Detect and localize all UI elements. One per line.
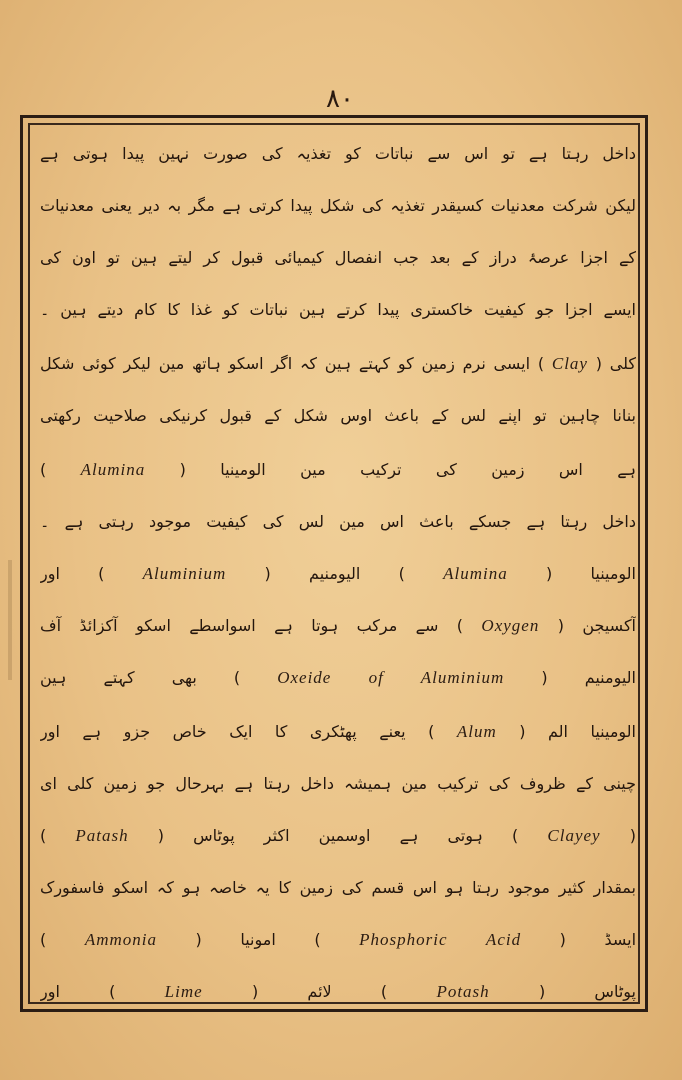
text-line-5: کلی ( Clay ) ایسی نرم زمین کو کہتے ہین کہ اگر اسکو ہاتھ مین لیکر کوئی شکل (40, 354, 636, 373)
text-line-7: ہے اس زمین کی ترکیب مین الومینیا ( Alumina ) (40, 460, 636, 479)
text-line-11: الیومنیم ( Oxeide of Aluminium ) بھی کہتے ہین (40, 668, 636, 687)
english-term: Patash (75, 826, 129, 845)
english-term: Clayey (547, 826, 601, 845)
text-line-9: الومینیا ( Alumina ) الیومنیم ( Aluminium ) اور (40, 564, 636, 583)
text-line-15: بمقدار کثیر موجود رہتا ہو اس قسم کی زمین کا یہ خاصہ ہو کہ اسکو فاسفورک (40, 878, 636, 897)
english-term: Lime (164, 982, 203, 1001)
english-term: Aluminium (142, 564, 227, 583)
english-term: Potash (436, 982, 490, 1001)
english-term: Alum (456, 722, 497, 741)
text-line-1: داخل رہتا ہے تو اس سے نباتات کو تغذیہ کی صورت نہین پیدا ہوتی ہے (40, 144, 636, 163)
english-term: Clay (551, 354, 588, 373)
text-line-3: کے اجزا عرصۂ دراز کے بعد جب انفصال کیمیائی قبول کر لیتے ہین تو اون کی (40, 248, 636, 267)
text-line-8: داخل رہتا ہے جسکے باعث اس مین لس کی کیفیت موجود رہتی ہے ۔ (40, 512, 636, 531)
english-term: Phosphoric Acid (359, 930, 522, 949)
text-line-12: الومینیا الم ( Alum ) یعنے پھٹکری کا ایک خاص جزو ہے اور (40, 722, 636, 741)
text-line-6: بنانا چاہین تو اپنے لس کے باعث اوس شکل کے قبول کرنیکی صلاحیت رکھتی (40, 406, 636, 425)
text-line-14: ( Clayey ) ہوتی ہے اوسمین اکثر پوٹاس ( Patash ) (40, 826, 636, 845)
page-crease (8, 560, 12, 680)
text-line-16: ایسڈ ( Phosphoric Acid ) امونیا ( Ammonia ) (40, 930, 636, 949)
text-line-4: ایسے اجزا جو کیفیت خاکستری پیدا کرتے ہین نباتات کو غذا کا کام دیتے ہین ۔ (40, 300, 636, 319)
text-line-2: لیکن شرکت معدنیات کسیقدر تغذیہ کی شکل پیدا کرتی ہے مگر بہ دیر یعنی معدنیات (40, 196, 636, 215)
text-line-10: آکسیجن ( Oxygen ) سے مرکب ہوتا ہے اسواسطے اسکو آکزائڈ آف (40, 616, 636, 635)
page-number: ۸۰ (326, 84, 354, 114)
english-term: Alumina (80, 460, 146, 479)
text-line-17: پوٹاس ( Potash ) لائم ( Lime ) اور (40, 982, 636, 1001)
text-line-13: چینی کے ظروف کی ترکیب مین ہمیشہ داخل رہتا ہے بہرحال جو زمین کلی اى (40, 774, 636, 793)
english-term: Ammonia (84, 930, 157, 949)
english-term: Alumina (443, 564, 508, 583)
english-term: Oxeide of Aluminium (277, 668, 505, 687)
english-term: Oxygen (481, 616, 540, 635)
